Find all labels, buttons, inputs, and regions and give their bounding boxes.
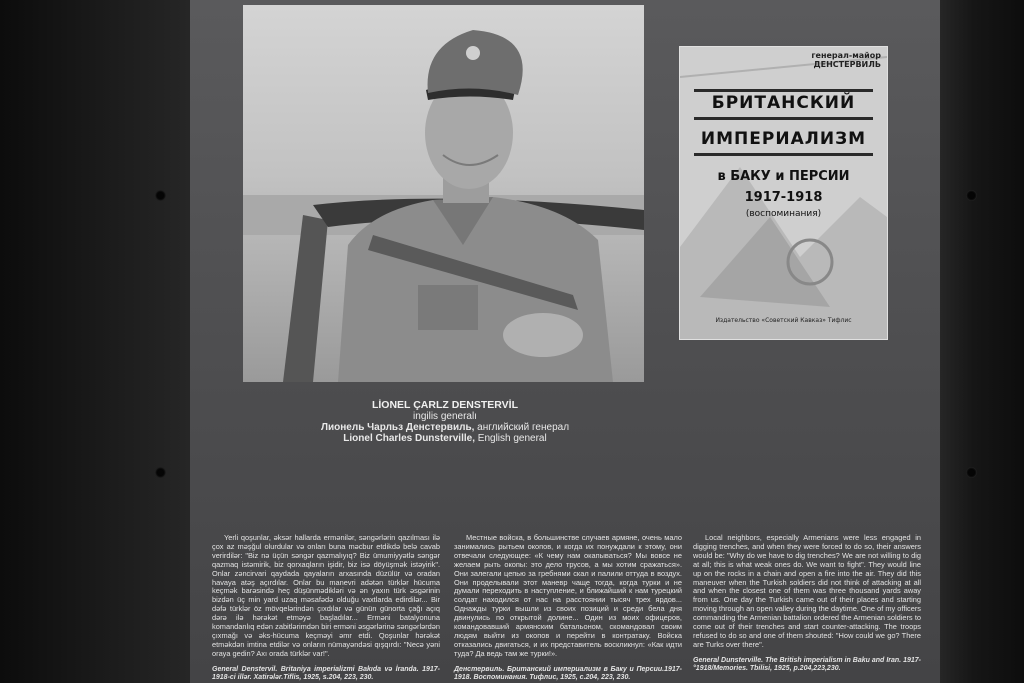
- quote-text-en: Local neighbors, especially Armenians were less engaged in digging trenches, and when they were forced to do so, their answers would be: "Why do we have to dig trenches? We are not willing to dig at all; this is what weak ones do. We want to fight". They would line up on the rocks in a chain and open a fire into the air. They did this maneuver when the Turkish soldiers did not think of attacking at all and when the closest one of them was three thousand yards away from us. One day the Turkish came out of their places and starting moving through an open valley during the daytime. One of my officers commanding the Armenian battalion ordered the Armenian soldiers to come out of their trenches and start counter-attacking. The troops refused to do so and one of them shouted: "How could we go? There are Turks over there".: [693, 533, 921, 649]
- display-frame-right: [940, 0, 1024, 683]
- name-en: Lionel Charles Dunsterville,: [343, 433, 475, 444]
- book-title-line: БРИТАНСКИЙ: [711, 93, 856, 113]
- title-en: English general: [477, 433, 547, 444]
- text-column-az: [212, 534, 440, 683]
- source-ru: Денстервиль. Британский империализм в Баку и Персии.1917-1918. Воспоминания. Тифлис, 1925, с.204, 223, 230.: [454, 665, 682, 682]
- name-az: LİONEL ÇARLZ DENSTERVİL: [371, 399, 519, 411]
- frame-bolt: [966, 190, 977, 201]
- quote-text-ru: Местные войска, в большинстве случаев армяне, очень мало занимались рытьем окопов, и когда их понуждали к этому, они отвечали следующее: «К чему нам окапываться? Мы вовсе не желаем рыть окопы: это дело трусов, а мы хотим сражаться». Они залегали цепью за гребнями скал и палили оттуда в воздух. Они проделывали этот маневр чаще тогда, когда турки и не думали переходить в наступление, и ближайший к нам турецкий солдат находился от нас на расстоянии тысяч трех ярдов... Однажды турки вышли из своих позиций и среди бела дня двинулись по открытой долине... Один из моих офицеров, командовавший армянским батальоном, скомандовал своим людям выйти из окопов и перейти в контратаку. Войска отказались двигаться, и их представитель воскликнул: «Как идти туда? Да ведь там же турки!».: [454, 533, 682, 658]
- frame-bolt: [155, 467, 166, 478]
- book-rule: [694, 89, 873, 92]
- book-rule: [694, 117, 873, 120]
- display-frame-left: [0, 0, 190, 683]
- book-subtitle: (воспоминания): [745, 209, 822, 219]
- quote-text-az: Yerli qoşunlar, əksər hallarda ermənilər, səngərlərin qazılması ilə çox az məşğul olurdular və onları buna məcbur etdikdə belə cavab verirdilər: "Biz nə üçün səngər qazmalıyıq? Biz ümumiyyətlə səngər qazmaq istəmirik, biz qorxaqların işidir, biz isə döyüşmək istəyirik". Onlar zəncirvari qaydada qayaların arxasında düzülür və oradan havaya atəş açırdılar. Onlar bu manevri adətən türklər hücuma keçmək barəsində heç düşünmədikləri və ən yaxın türk əsgərinin bizdən üç min yard uzaq məsafədə olduğu vaxtlarda edirdilər... Bir dəfə türklər öz mövqelərindən çıxdılar və günün günorta çağı açıq dərə ilə hərəkət etməyə başladılar... Erməni batalyonuna komandanlıq edən zabitlərimdən biri erməni əsgərlərinə səngərlərdən çıxmağı və əks-hücuma keçməyi əmr etdi. Qoşunlar hərəkət etməkdən imtina etdilər və onların nümayəndəsi qışqırdı: "Necə yəni oraya gedin? Axı orada türklər var!".: [212, 533, 440, 658]
- book-title-line: ИМПЕРИАЛИЗМ: [700, 129, 867, 149]
- name-ru: Лионель Чарльз Денстервиль,: [320, 422, 475, 433]
- book-title-line: 1917-1918: [744, 190, 823, 205]
- book-title-line: в БАКУ и ПЕРСИИ: [717, 169, 850, 184]
- portrait-caption: [300, 400, 590, 444]
- book-cover: [679, 46, 888, 340]
- frame-bolt: [966, 467, 977, 478]
- text-column-en: [693, 534, 921, 674]
- book-author: генерал-майор ДЕНСТЕРВИЛЬ: [811, 51, 881, 69]
- book-rule: [694, 153, 873, 156]
- source-az: General Denstervil. Britaniya imperializmi Bakıda və İranda. 1917-1918-ci illər. Xatirələr.Tiflis, 1925, s.204, 223, 230.: [212, 665, 440, 682]
- source-en: General Dunsterville. The British imperialism in Baku and Iran. 1917-°1918/Memories. Tbilisi, 1925, p.204,223,230.: [693, 656, 921, 673]
- title-ru: английский генерал: [477, 422, 570, 433]
- book-publisher: Издательство «Советский Кавказ» Тифлис: [715, 317, 852, 324]
- text-column-ru: [454, 534, 682, 683]
- title-az: ingilis generalı: [413, 411, 477, 422]
- portrait-photo: [243, 5, 644, 382]
- frame-bolt: [155, 190, 166, 201]
